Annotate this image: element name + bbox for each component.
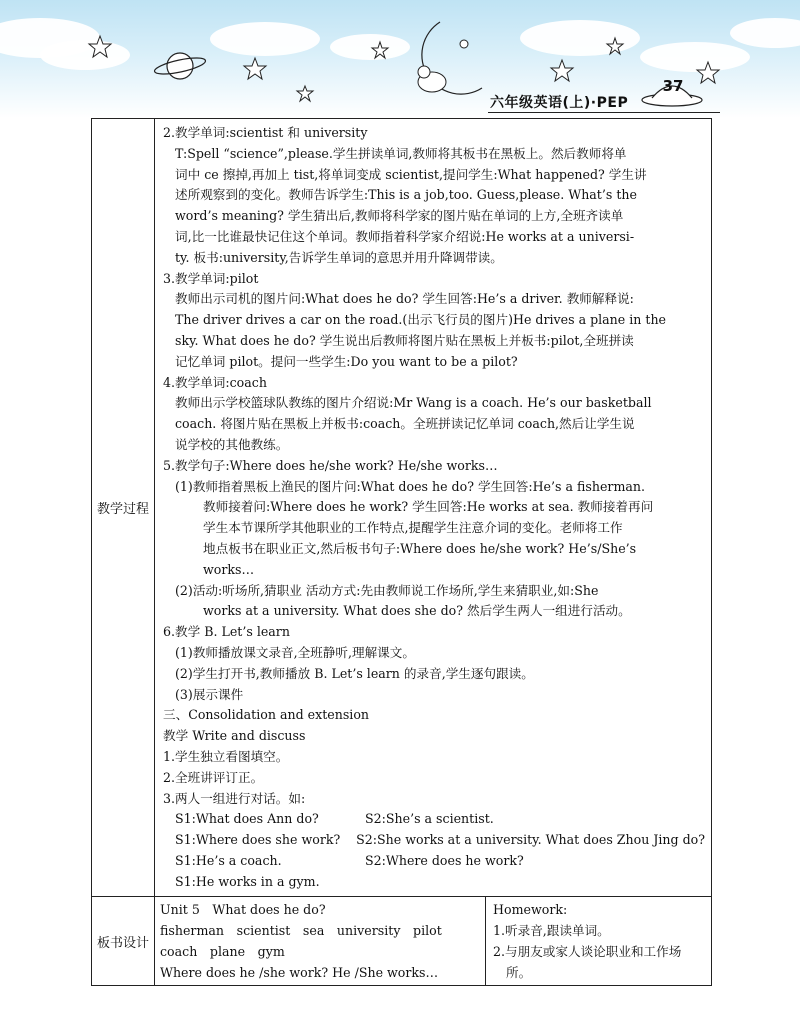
board-line: Unit 5 What does he do? xyxy=(160,902,326,918)
process-line: works… xyxy=(203,561,255,577)
process-line: sky. What does he do? 学生说出后教师将图片贴在黑板上并板书:pilot,全班拼读 xyxy=(175,332,634,348)
book-title-banner xyxy=(488,92,720,113)
process-line: 说学校的其他教练。 xyxy=(175,436,289,452)
process-line: 地点板书在职业正文,然后板书句子:Where does he/she work? He’s/She’s xyxy=(203,540,637,556)
process-line: 3.两人一组进行对话。如: xyxy=(163,790,306,806)
process-line: 词,比一比谁最快记住这个单词。教师指着科学家介绍说:He works at a universi- xyxy=(175,228,635,244)
process-line: 4.教学单词:coach xyxy=(163,374,267,390)
dialog-s1: S1:He’s a coach. xyxy=(175,852,282,868)
process-line: 教师出示学校篮球队教练的图片介绍说:Mr Wang is a coach. He’s our basketball xyxy=(175,395,652,411)
process-line: 3.教学单词:pilot xyxy=(163,270,259,286)
process-line: 记忆单词 pilot。提问一些学生:Do you want to be a pilot? xyxy=(175,353,518,369)
process-line: T:Spell “science”,please.学生拼读单词,教师将其板书在黑板上。然后教师将单 xyxy=(175,145,627,161)
dialog-row xyxy=(163,809,705,830)
dialog-s2: S2:She’s a scientist. xyxy=(365,811,494,827)
dialog-s2: S2:She works at a university. What does Zhou Jing do? xyxy=(356,832,705,848)
process-line: 三、Consolidation and extension xyxy=(163,707,370,723)
board-line: fisherman scientist sea university pilot xyxy=(160,923,442,939)
process-line: 2.全班讲评订正。 xyxy=(163,769,264,785)
dialog-block xyxy=(163,809,705,892)
homework-item: 2.与朋友或家人谈论职业和工作场 xyxy=(493,944,682,960)
process-line: word’s meaning? 学生猜出后,教师将科学家的图片贴在单词的上方,全班齐读单 xyxy=(175,208,624,224)
process-line: (1)教师指着黑板上渔民的图片问:What does he do? 学生回答:He’s a fisherman. xyxy=(175,478,646,494)
process-label: 教学过程 xyxy=(92,119,155,897)
process-line: 教师接着问:Where does he work? 学生回答:He works at sea. 教师接着再问 xyxy=(203,499,654,515)
process-line: 5.教学句子:Where does he/she work? He/she works… xyxy=(163,457,498,473)
dialog-s1: S1:What does Ann do? xyxy=(175,811,319,827)
homework-box xyxy=(486,897,711,985)
dialog-s2: S2:Where does he work? xyxy=(365,852,524,868)
process-line: 教师出示司机的图片问:What does he do? 学生回答:He’s a driver. 教师解释说: xyxy=(175,291,634,307)
board-design xyxy=(155,897,486,985)
lesson-plan-table xyxy=(91,118,712,986)
process-line: (2)活动:听场所,猜职业 活动方式:先由教师说工作场所,学生来猜职业,如:She xyxy=(175,582,599,598)
page-number: 37 xyxy=(662,77,684,95)
board-line: coach plane gym xyxy=(160,944,285,960)
book-title: 六年级英语(上)·PEP xyxy=(490,95,629,111)
process-line: 词中 ce 擦掉,再加上 tist,将单词变成 scientist,提问学生:What happened? 学生讲 xyxy=(175,166,647,182)
dialog-s1: S1:Where does she work? xyxy=(175,832,341,848)
process-line: (3)展示课件 xyxy=(175,686,244,702)
process-lines xyxy=(163,123,705,809)
page-header xyxy=(0,0,800,118)
process-line: The driver drives a car on the road.(出示飞行员的图片)He drives a plane in the xyxy=(175,312,667,328)
board-row xyxy=(92,897,712,986)
homework-item: 1.听录音,跟读单词。 xyxy=(493,923,610,939)
process-line: 6.教学 B. Let’s learn xyxy=(163,624,290,640)
homework-title: Homework: xyxy=(493,902,568,918)
board-line: Where does he /she work? He /She works… xyxy=(160,965,439,981)
planet-icon xyxy=(153,53,206,79)
process-line: coach. 将图片贴在黑板上并板书:coach。全班拼读记忆单词 coach,然后让学生说 xyxy=(175,416,635,432)
dialog-row xyxy=(163,830,705,851)
dialog-s1: S1:He works in a gym. xyxy=(175,873,320,889)
moon-mouse-icon xyxy=(418,22,482,94)
process-line: 2.教学单词:scientist 和 university xyxy=(163,125,368,140)
process-line: 教学 Write and discuss xyxy=(163,728,306,744)
process-content xyxy=(155,119,712,897)
process-line: 1.学生独立看图填空。 xyxy=(163,748,289,764)
process-line: (2)学生打开书,教师播放 B. Let’s learn 的录音,学生逐句跟读。 xyxy=(175,665,534,681)
process-line: ty. 板书:university,告诉学生单词的意思并用升降调带读。 xyxy=(175,249,503,265)
process-line: 述所观察到的变化。教师告诉学生:This is a job,too. Guess,please. What’s the xyxy=(175,187,637,203)
process-line: (1)教师播放课文录音,全班静听,理解课文。 xyxy=(175,644,415,660)
process-line: works at a university. What does she do? 然后学生两人一组进行活动。 xyxy=(203,603,631,619)
dialog-row xyxy=(163,851,705,872)
board-content xyxy=(155,897,712,986)
board-label: 板书设计 xyxy=(92,897,155,986)
homework-item: 所。 xyxy=(506,965,532,981)
dialog-row xyxy=(163,872,705,893)
process-line: 学生本节课所学其他职业的工作特点,提醒学生注意介词的变化。老师将工作 xyxy=(203,520,623,536)
process-row xyxy=(92,119,712,897)
